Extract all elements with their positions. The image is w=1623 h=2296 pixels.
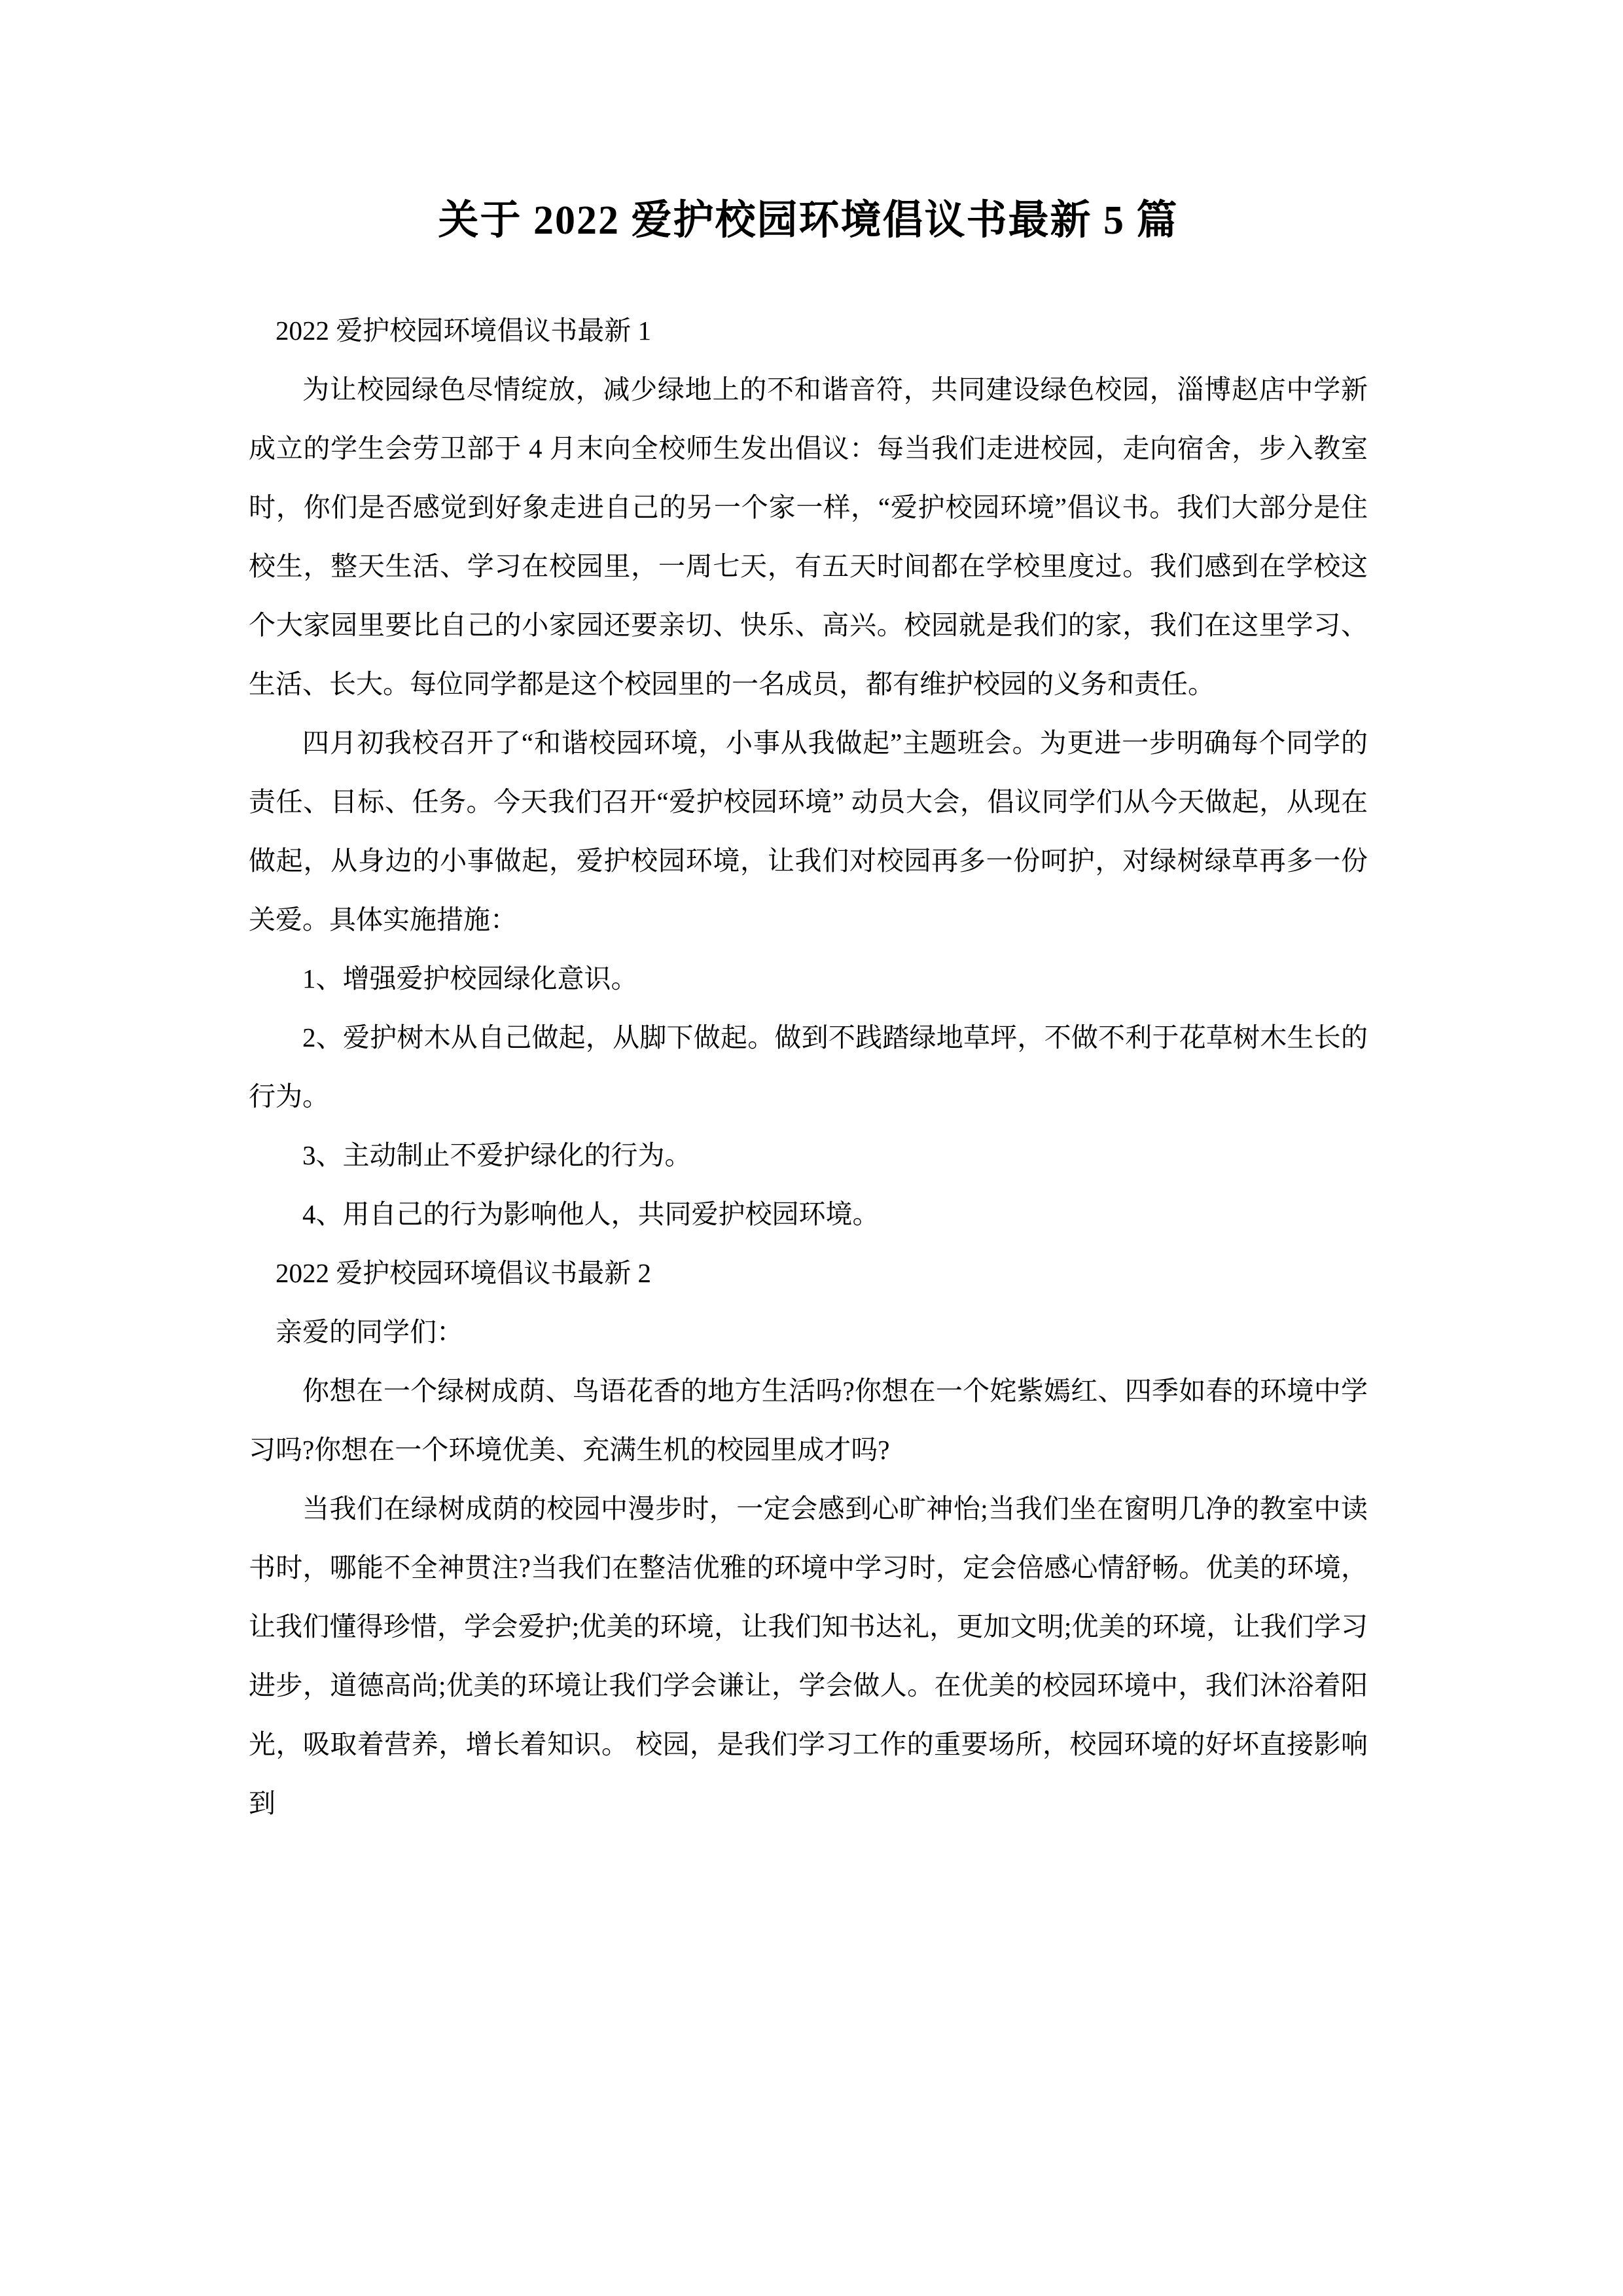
paragraph-3: 你想在一个绿树成荫、鸟语花香的地方生活吗?你想在一个姹紫嫣红、四季如春的环境中学习吗?你想在一个环境优美、充满生机的校园里成才吗? [249,1376,1368,1465]
list-item-2: 2、爱护树木从自己做起，从脚下做起。做到不践踏绿地草坪，不做不利于花草树木生长的行为。 [249,1022,1368,1112]
salutation: 亲爱的同学们： [276,1317,463,1348]
list-item-1: 1、增强爱护校园绿化意识。 [302,963,638,994]
section-heading-1: 2022 爱护校园环境倡议书最新 1 [276,315,651,346]
section-heading-2: 2022 爱护校园环境倡议书最新 2 [276,1258,651,1289]
paragraph-4: 当我们在绿树成荫的校园中漫步时，一定会感到心旷神怡;当我们坐在窗明几净的教室中读书时，哪能不全神贯注?当我们在整洁优雅的环境中学习时，定会倍感心情舒畅。优美的环境，让我们懂得珍惜，学会爱护;优美的环境，让我们知书达礼，更加文明;优美的环境，让我们学习进步，道德高尚;优美的环境让我们学会谦让，学会做人。在优美的校园环境中，我们沐浴着阳光，吸取着营养，增长着知识。 校园，是我们学习工作的重要场所，校园环境的好坏直接影响到 [249,1494,1368,1819]
paragraph-2: 四月初我校召开了“和谐校园环境，小事从我做起”主题班会。为更进一步明确每个同学的责任、目标、任务。今天我们召开“爱护校园环境” 动员大会，倡议同学们从今天做起，从现在做起，从身边的小事做起，爱护校园环境，让我们对校园再多一份呵护，对绿树绿草再多一份关爱。具体实施措施： [249,728,1368,935]
page-title: 关于 2022 爱护校园环境倡议书最新 5 篇 [438,198,1179,243]
paragraph-1: 为让校园绿色尽情绽放，减少绿地上的不和谐音符，共同建设绿色校园，淄博赵店中学新成立的学生会劳卫部于 4 月末向全校师生发出倡议：每当我们走进校园，走向宿舍，步入教室时，你们是否感觉到好象走进自己的另一个家一样，“爱护校园环境”倡议书。我们大部分是住校生，整天生活、学习在校园里，一周七天，有五天时间都在学校里度过。我们感到在学校这个大家园里要比自己的小家园还要亲切、快乐、高兴。校园就是我们的家，我们在这里学习、生活、长大。每位同学都是这个校园里的一名成员，都有维护校园的义务和责任。 [249,374,1368,700]
document-body [249,301,1368,1833]
list-item-4: 4、用自己的行为影响他人，共同爱护校园环境。 [302,1199,880,1230]
list-item-3: 3、主动制止不爱护绿化的行为。 [302,1140,692,1171]
